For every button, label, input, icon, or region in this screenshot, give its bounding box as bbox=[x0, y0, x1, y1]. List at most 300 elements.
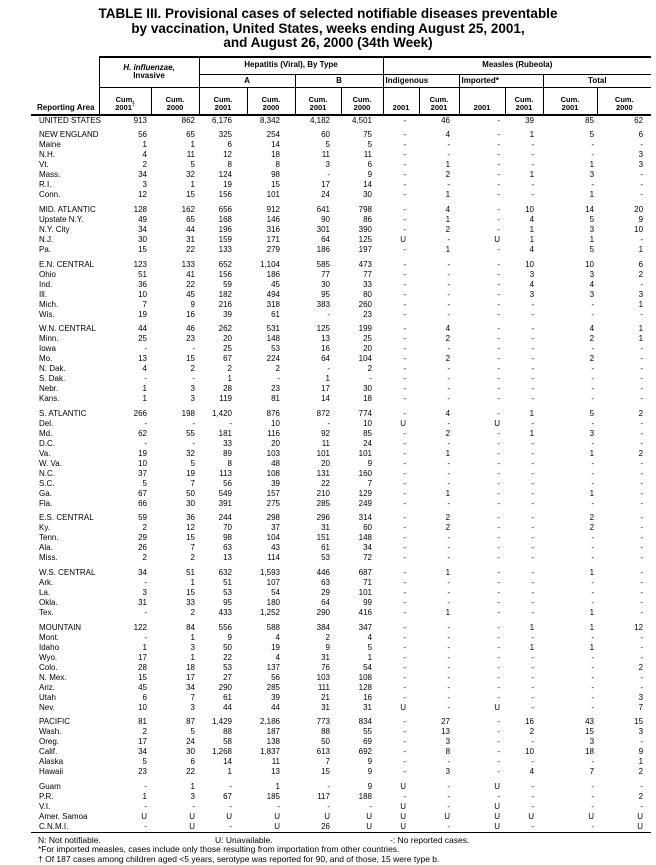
table-row bbox=[31, 499, 651, 509]
cell: - bbox=[403, 324, 407, 334]
cell: 6 bbox=[227, 140, 232, 150]
cell: - bbox=[640, 394, 644, 404]
cell: - bbox=[447, 309, 451, 319]
cell: - bbox=[640, 488, 644, 498]
cell: 85 bbox=[585, 115, 595, 125]
cell: 88 bbox=[321, 727, 330, 737]
row-label: Guam bbox=[39, 781, 61, 791]
cell: - bbox=[531, 190, 535, 200]
cell: 51 bbox=[223, 577, 232, 587]
cell: 13 bbox=[441, 727, 451, 737]
cell: - bbox=[403, 533, 407, 543]
cell: - bbox=[403, 727, 407, 737]
cell: - bbox=[144, 438, 147, 448]
cell: - bbox=[531, 309, 535, 319]
cell: - bbox=[403, 478, 407, 488]
column-header: Cum. 2000 bbox=[247, 87, 295, 115]
cell: - bbox=[447, 652, 451, 662]
footnotes bbox=[38, 836, 656, 865]
title-line-1: TABLE III. Provisional cases of selected notifiable diseases preventable bbox=[98, 6, 558, 21]
cell: - bbox=[531, 180, 535, 190]
row-label: Tex. bbox=[39, 607, 54, 617]
cell: 244 bbox=[218, 513, 232, 523]
cell: - bbox=[497, 299, 501, 309]
cell: 872 bbox=[316, 408, 330, 418]
cell: 11 bbox=[271, 757, 280, 767]
cell: - bbox=[403, 140, 407, 150]
cell: 72 bbox=[363, 553, 373, 563]
row-label: Oreg. bbox=[39, 737, 60, 747]
cell: - bbox=[640, 682, 644, 692]
cell: 44 bbox=[186, 224, 195, 234]
row-label: E.N. CENTRAL bbox=[39, 259, 95, 269]
cell: 25 bbox=[223, 344, 232, 354]
cell: 10 bbox=[138, 702, 147, 712]
cell: 26 bbox=[321, 821, 330, 831]
cell: 2 bbox=[367, 364, 373, 374]
cell: 123 bbox=[133, 259, 147, 269]
cell: 12 bbox=[138, 190, 147, 200]
cell: 2 bbox=[445, 170, 451, 180]
cell: 314 bbox=[358, 513, 373, 523]
cell: 23 bbox=[271, 384, 280, 394]
cell: - bbox=[447, 384, 451, 394]
cell: - bbox=[497, 577, 501, 587]
cell: 2 bbox=[445, 513, 451, 523]
cell: 773 bbox=[316, 717, 330, 727]
cell: 24 bbox=[186, 737, 195, 747]
cell: 585 bbox=[316, 259, 330, 269]
cell: 108 bbox=[358, 672, 373, 682]
cell: - bbox=[447, 757, 451, 767]
cell: 17 bbox=[186, 672, 195, 682]
cell: 301 bbox=[316, 224, 330, 234]
cell: - bbox=[640, 190, 644, 200]
cell: 138 bbox=[266, 737, 280, 747]
cell: - bbox=[531, 791, 535, 801]
cell: - bbox=[640, 632, 644, 642]
cell: 9 bbox=[227, 632, 232, 642]
cell: 3 bbox=[589, 737, 595, 747]
cell: 50 bbox=[321, 737, 330, 747]
cell: - bbox=[497, 344, 501, 354]
cell: - bbox=[640, 384, 644, 394]
row-label: E.S. CENTRAL bbox=[39, 513, 94, 523]
cell: U bbox=[400, 781, 407, 791]
cell: - bbox=[531, 652, 535, 662]
cell: 1 bbox=[589, 190, 595, 200]
cell: 2 bbox=[445, 523, 451, 533]
cell: - bbox=[144, 577, 147, 587]
cell: 1 bbox=[638, 299, 644, 309]
row-label: Nev. bbox=[39, 702, 55, 712]
cell: - bbox=[497, 448, 501, 458]
cell: - bbox=[144, 374, 147, 384]
cell: 1 bbox=[638, 244, 644, 254]
cell: 31 bbox=[321, 702, 330, 712]
table-row bbox=[31, 140, 651, 150]
cell: 92 bbox=[321, 428, 330, 438]
cell: 8 bbox=[445, 747, 451, 757]
cell: - bbox=[531, 324, 535, 334]
table-row bbox=[31, 245, 651, 255]
row-label: W.N. CENTRAL bbox=[39, 324, 96, 334]
cell: - bbox=[403, 374, 407, 384]
cell: - bbox=[403, 567, 407, 577]
cell: - bbox=[591, 672, 595, 682]
cell: 137 bbox=[266, 662, 280, 672]
footnote-serotype: † Of 187 cases among children aged <5 years, serotype was reported for 90, and of those, 15 were type b. bbox=[38, 853, 440, 864]
cell: 390 bbox=[358, 224, 373, 234]
cell: - bbox=[447, 374, 451, 384]
cell: - bbox=[640, 234, 644, 244]
cell: - bbox=[403, 488, 407, 498]
cell: - bbox=[403, 224, 407, 234]
cell: - bbox=[447, 577, 451, 587]
cell: 5 bbox=[190, 160, 195, 170]
cell: 290 bbox=[316, 607, 330, 617]
cell: - bbox=[497, 533, 501, 543]
table-row bbox=[31, 623, 651, 633]
cell: U bbox=[189, 821, 195, 831]
table-row bbox=[31, 588, 651, 598]
cell: 1 bbox=[142, 384, 147, 394]
cell: - bbox=[591, 577, 595, 587]
cell: 107 bbox=[266, 577, 280, 587]
cell: 186 bbox=[266, 269, 280, 279]
cell: 531 bbox=[266, 324, 280, 334]
cell: - bbox=[403, 587, 407, 597]
row-label: MID. ATLANTIC bbox=[39, 204, 96, 214]
cell: 29 bbox=[321, 587, 330, 597]
cell: 224 bbox=[266, 354, 280, 364]
cell: 7 bbox=[190, 692, 195, 702]
cell: - bbox=[531, 587, 535, 597]
cell: 266 bbox=[133, 408, 147, 418]
cell: 4 bbox=[367, 632, 373, 642]
row-label: Minn. bbox=[39, 334, 59, 344]
cell: - bbox=[192, 801, 195, 811]
cell: 3 bbox=[638, 692, 644, 702]
cell: - bbox=[497, 324, 501, 334]
cell: - bbox=[277, 374, 280, 384]
cell: - bbox=[403, 394, 407, 404]
table-row bbox=[31, 130, 651, 140]
cell: 6 bbox=[142, 692, 147, 702]
cell: 20 bbox=[363, 344, 373, 354]
cell: - bbox=[591, 533, 595, 543]
row-label: Utah bbox=[39, 692, 56, 702]
cell: 1 bbox=[190, 632, 195, 642]
cell: - bbox=[403, 170, 407, 180]
cell: - bbox=[447, 821, 451, 831]
cell: 36 bbox=[138, 279, 147, 289]
cell: - bbox=[403, 662, 407, 672]
cell: 31 bbox=[321, 652, 330, 662]
cell: 20 bbox=[321, 458, 330, 468]
column-header: Cum. 2001 bbox=[505, 87, 543, 115]
cell: 18 bbox=[271, 150, 280, 160]
row-label: Tenn. bbox=[39, 533, 59, 543]
row-label: MOUNTAIN bbox=[39, 622, 82, 632]
cell: - bbox=[229, 781, 232, 791]
cell: U bbox=[366, 811, 373, 821]
table-row bbox=[31, 334, 651, 344]
cell: 23 bbox=[363, 309, 373, 319]
cell: - bbox=[640, 344, 644, 354]
cell: - bbox=[229, 418, 232, 428]
cell: - bbox=[327, 418, 330, 428]
cell: 588 bbox=[266, 622, 280, 632]
row-label: S. ATLANTIC bbox=[39, 408, 87, 418]
cell: - bbox=[531, 364, 535, 374]
cell: 10 bbox=[634, 224, 644, 234]
row-label: Ohio bbox=[39, 269, 56, 279]
cell: 15 bbox=[271, 180, 280, 190]
row-label: Mich. bbox=[39, 299, 59, 309]
cell: 56 bbox=[271, 672, 280, 682]
cell: 1 bbox=[529, 408, 535, 418]
cell: 43 bbox=[585, 717, 595, 727]
cell: 1 bbox=[367, 652, 373, 662]
cell: - bbox=[531, 553, 535, 563]
cell: 32 bbox=[186, 170, 195, 180]
row-label: Ala. bbox=[39, 543, 53, 553]
cell: - bbox=[640, 468, 644, 478]
table-row bbox=[31, 225, 651, 235]
cell: 30 bbox=[321, 279, 330, 289]
cell: 1 bbox=[638, 757, 644, 767]
cell: - bbox=[640, 597, 644, 607]
table-row bbox=[31, 324, 651, 334]
cell: - bbox=[403, 244, 407, 254]
cell: - bbox=[447, 622, 451, 632]
cell: 16 bbox=[525, 717, 535, 727]
cell: 8 bbox=[227, 160, 232, 170]
cell: 298 bbox=[266, 513, 280, 523]
cell: 33 bbox=[186, 597, 195, 607]
cell: 1,104 bbox=[259, 259, 280, 269]
cell: 13 bbox=[321, 334, 330, 344]
cell: 2 bbox=[275, 364, 280, 374]
cell: 290 bbox=[218, 682, 232, 692]
cell: - bbox=[640, 672, 644, 682]
cell: 1 bbox=[190, 140, 195, 150]
cell: 798 bbox=[358, 204, 373, 214]
cell: 88 bbox=[223, 727, 232, 737]
cell: - bbox=[403, 717, 407, 727]
cell: - bbox=[403, 692, 407, 702]
table-row bbox=[31, 523, 651, 533]
cell: - bbox=[192, 344, 195, 354]
cell: 17 bbox=[138, 652, 147, 662]
cell: 1 bbox=[142, 642, 147, 652]
cell: U bbox=[400, 821, 407, 831]
header-measles-imported: Imported* bbox=[459, 74, 543, 87]
cell: - bbox=[591, 692, 595, 702]
cell: - bbox=[531, 513, 535, 523]
cell: 53 bbox=[223, 587, 232, 597]
cell: - bbox=[447, 672, 451, 682]
cell: 48 bbox=[271, 458, 280, 468]
table-row bbox=[31, 205, 651, 215]
cell: - bbox=[531, 438, 535, 448]
title-line-3: and August 26, 2000 (34th Week) bbox=[223, 35, 433, 51]
table-title bbox=[0, 0, 656, 51]
cell: - bbox=[447, 259, 451, 269]
cell: 14 bbox=[321, 394, 330, 404]
cell: 37 bbox=[138, 468, 147, 478]
cell: 188 bbox=[358, 791, 373, 801]
cell: 51 bbox=[138, 269, 147, 279]
table-row bbox=[31, 703, 651, 713]
header-hepatitis-b: B bbox=[295, 74, 383, 87]
cell: 53 bbox=[223, 662, 232, 672]
cell: - bbox=[403, 448, 407, 458]
cell: - bbox=[497, 458, 501, 468]
cell: 128 bbox=[358, 682, 373, 692]
cell: - bbox=[591, 309, 595, 319]
row-label: Va. bbox=[39, 448, 51, 458]
cell: 3 bbox=[638, 727, 644, 737]
row-label: Conn. bbox=[39, 190, 61, 200]
cell: - bbox=[447, 394, 451, 404]
cell: 24 bbox=[321, 190, 330, 200]
cell: 133 bbox=[181, 259, 195, 269]
cell: - bbox=[531, 821, 535, 831]
cell: - bbox=[403, 279, 407, 289]
cell: - bbox=[497, 130, 501, 140]
cell: 4,182 bbox=[309, 115, 330, 125]
cell: - bbox=[447, 642, 451, 652]
cell: 45 bbox=[271, 279, 280, 289]
cell: - bbox=[447, 458, 451, 468]
cell: - bbox=[403, 622, 407, 632]
cell: 16 bbox=[363, 692, 373, 702]
cell: 347 bbox=[358, 622, 373, 632]
cell: 62 bbox=[138, 428, 147, 438]
cell: 67 bbox=[223, 791, 232, 801]
column-header: Cum. 2000 bbox=[151, 87, 199, 115]
cell: - bbox=[403, 190, 407, 200]
column-header: Cum. 2000 bbox=[597, 87, 651, 115]
cell: - bbox=[497, 170, 501, 180]
cell: 60 bbox=[363, 523, 373, 533]
cell: 199 bbox=[358, 324, 373, 334]
cell: - bbox=[497, 543, 501, 553]
cell: - bbox=[447, 791, 451, 801]
cell: 85 bbox=[363, 428, 373, 438]
cell: 1 bbox=[638, 324, 644, 334]
cell: 9 bbox=[367, 458, 373, 468]
cell: - bbox=[531, 384, 535, 394]
cell: U bbox=[400, 702, 407, 712]
cell: 1 bbox=[589, 607, 595, 617]
cell: 2 bbox=[445, 428, 451, 438]
cell: 90 bbox=[321, 214, 330, 224]
cell: - bbox=[640, 364, 644, 374]
cell: - bbox=[497, 309, 501, 319]
cell: 180 bbox=[266, 597, 280, 607]
cell: 656 bbox=[218, 204, 232, 214]
cell: 81 bbox=[271, 394, 280, 404]
cell: - bbox=[403, 269, 407, 279]
cell: - bbox=[144, 632, 147, 642]
cell: 116 bbox=[267, 428, 280, 438]
cell: 12 bbox=[634, 622, 644, 632]
cell: 86 bbox=[363, 214, 373, 224]
cell: 156 bbox=[218, 190, 232, 200]
row-label: N. Dak. bbox=[39, 364, 66, 374]
cell: 1,593 bbox=[259, 567, 280, 577]
cell: 1 bbox=[190, 180, 195, 190]
cell: U bbox=[366, 821, 373, 831]
cell: 556 bbox=[218, 622, 232, 632]
cell: - bbox=[447, 364, 451, 374]
cell: 56 bbox=[223, 478, 232, 488]
cell: 1,252 bbox=[259, 607, 280, 617]
cell: - bbox=[229, 821, 232, 831]
cell: - bbox=[447, 692, 451, 702]
row-label: Wis. bbox=[39, 309, 55, 319]
cell: - bbox=[497, 682, 501, 692]
cell: 4 bbox=[275, 652, 280, 662]
table-row bbox=[31, 115, 651, 126]
cell: 18 bbox=[363, 394, 373, 404]
cell: 36 bbox=[186, 513, 195, 523]
cell: 117 bbox=[317, 791, 330, 801]
cell: 23 bbox=[186, 334, 195, 344]
cell: 7 bbox=[367, 478, 373, 488]
cell: - bbox=[640, 418, 644, 428]
cell: 1 bbox=[325, 374, 330, 384]
cell: 1 bbox=[142, 394, 147, 404]
cell: - bbox=[640, 140, 644, 150]
cell: 50 bbox=[186, 488, 195, 498]
cell: 56 bbox=[138, 130, 147, 140]
cell: - bbox=[497, 632, 501, 642]
cell: 433 bbox=[218, 607, 232, 617]
cell: 34 bbox=[138, 170, 147, 180]
cell: - bbox=[531, 344, 535, 354]
cell: - bbox=[447, 269, 451, 279]
cell: - bbox=[497, 747, 501, 757]
cell: - bbox=[640, 513, 644, 523]
cell: 1,837 bbox=[259, 747, 280, 757]
cell: - bbox=[640, 309, 644, 319]
cell: 549 bbox=[218, 488, 232, 498]
cell: - bbox=[640, 170, 644, 180]
cell: 325 bbox=[218, 130, 232, 140]
cell: - bbox=[531, 672, 535, 682]
cell: - bbox=[591, 140, 595, 150]
table-row bbox=[31, 290, 651, 300]
cell: - bbox=[403, 523, 407, 533]
cell: 9 bbox=[325, 642, 330, 652]
row-label: Nebr. bbox=[39, 384, 59, 394]
cell: - bbox=[192, 418, 195, 428]
cell: 30 bbox=[186, 498, 195, 508]
cell: - bbox=[403, 309, 407, 319]
cell: - bbox=[447, 279, 451, 289]
cell: - bbox=[447, 438, 451, 448]
row-label: V.I. bbox=[39, 801, 51, 811]
cell: - bbox=[591, 682, 595, 692]
cell: 39 bbox=[223, 309, 232, 319]
cell: 1 bbox=[275, 781, 280, 791]
cell: 17 bbox=[138, 737, 147, 747]
table-row bbox=[31, 300, 651, 310]
